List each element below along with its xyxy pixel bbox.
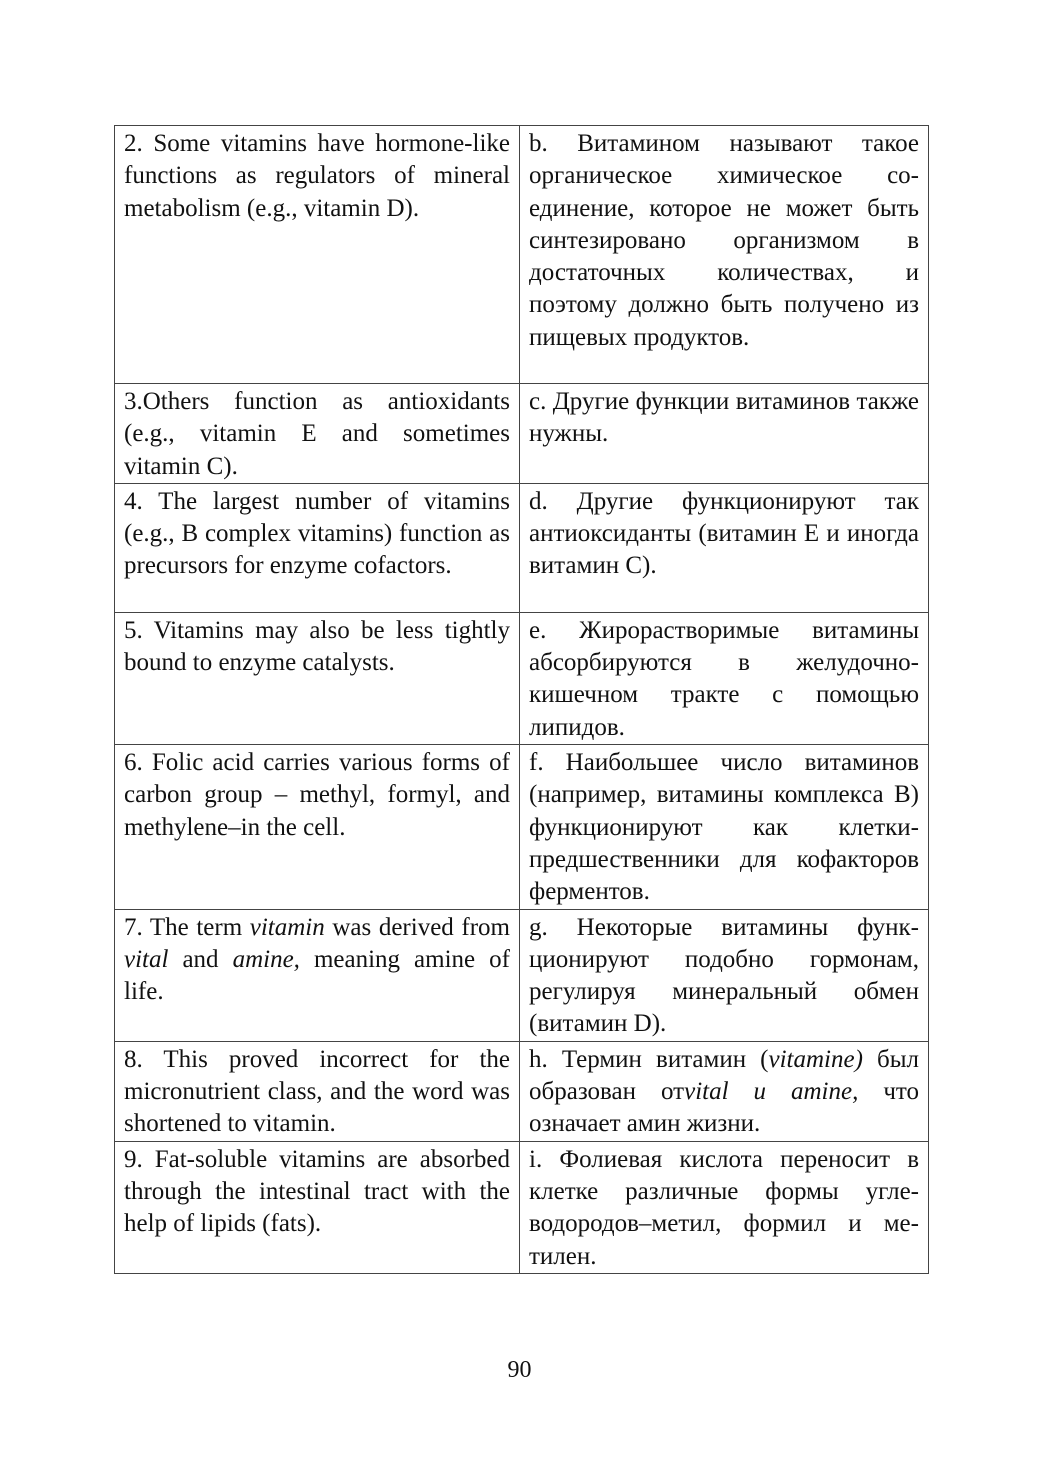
text-segment: b. Витамином называют такое органическое химическое соединение, которое не может быть синтезировано организмом в достаточных количествах, и поэтому должно быть получено из пищевых продуктов. bbox=[529, 130, 919, 351]
text-segment: 9. Fat-soluble vitamins are absorbed through the intestinal tract with the help of lipids (fats). bbox=[124, 1145, 510, 1238]
english-sentence-cell bbox=[115, 483, 520, 612]
russian-translation-cell bbox=[520, 909, 929, 1041]
english-sentence-cell bbox=[115, 612, 520, 744]
text-segment: c. Другие функции витаминов также нужны. bbox=[529, 388, 919, 448]
table-row bbox=[115, 745, 929, 909]
text-segment: 6. Folic acid carries various forms of carbon group – methyl, formyl, and methylene–in the cell. bbox=[124, 749, 510, 841]
text-segment: был образован от bbox=[529, 1045, 920, 1106]
matching-table-body bbox=[115, 126, 929, 1274]
italic-text-segment: vitamine) bbox=[768, 1045, 863, 1073]
english-sentence-cell bbox=[115, 1041, 520, 1141]
text-segment: h. Термин витамин ( bbox=[529, 1045, 769, 1073]
text-segment: 5. Vitamins may also be less tightly bound to enzyme catalysts. bbox=[124, 616, 510, 677]
russian-translation-cell bbox=[520, 126, 929, 384]
text-segment: i. Фолиевая кислота переносит в клетке различные формы углеводородов–метил, формил и метилен. bbox=[529, 1145, 919, 1270]
text-segment: что означает амин жизни. bbox=[529, 1078, 920, 1138]
english-sentence-cell bbox=[115, 909, 520, 1041]
text-segment: 7. The term bbox=[124, 913, 250, 941]
italic-text-segment: vital и amine, bbox=[684, 1078, 859, 1106]
text-segment: 2. Some vitamins have hormone-like functions as regulators of mineral metabolism (e.g., vitamin D). bbox=[124, 130, 510, 222]
table-row bbox=[115, 384, 929, 484]
text-segment: was derived from bbox=[324, 913, 510, 941]
russian-translation-cell bbox=[520, 1141, 929, 1273]
table-row bbox=[115, 612, 929, 744]
matching-table bbox=[114, 125, 929, 1274]
russian-translation-cell bbox=[520, 612, 929, 744]
text-segment: e. Жирорастворимые витамины абсорбируются в желудочно-кишечном тракте с помощью липидов. bbox=[529, 616, 919, 741]
table-row bbox=[115, 1141, 929, 1273]
english-sentence-cell bbox=[115, 1141, 520, 1273]
english-sentence-cell bbox=[115, 126, 520, 384]
russian-translation-cell bbox=[520, 745, 929, 909]
text-segment: 8. This proved incorrect for the micronutrient class, and the word was shortened to vitamin. bbox=[124, 1045, 510, 1138]
table-row bbox=[115, 909, 929, 1041]
table-row bbox=[115, 1041, 929, 1141]
table-row bbox=[115, 126, 929, 384]
table-row bbox=[115, 483, 929, 612]
italic-text-segment: amine, bbox=[232, 945, 300, 973]
text-segment: and bbox=[168, 945, 233, 973]
russian-translation-cell bbox=[520, 483, 929, 612]
text-segment: 3.Others function as antioxidants (e.g., vitamin E and sometimes vitamin C). bbox=[124, 388, 510, 480]
page-number: 90 bbox=[507, 1357, 532, 1383]
russian-translation-cell bbox=[520, 384, 929, 484]
russian-translation-cell bbox=[520, 1041, 929, 1141]
italic-text-segment: vitamin bbox=[249, 913, 325, 941]
text-segment: d. Другие функционируют так антиоксиданты (витамин E и иногда витамин C). bbox=[529, 487, 919, 580]
english-sentence-cell bbox=[115, 384, 520, 484]
text-segment: meaning amine of life. bbox=[124, 945, 510, 1006]
text-segment: g. Некоторые витамины функционируют подобно гормонам, регулируя минеральный обмен (витамин D). bbox=[529, 913, 919, 1038]
text-segment: f. Наибольшее число витаминов (например, витамины комплекса B) функционируют как клетки-предшественники для кофакторов ферментов. bbox=[529, 749, 919, 906]
italic-text-segment: vital bbox=[124, 945, 169, 973]
text-segment: 4. The largest number of vitamins (e.g., B complex vitamins) function as precursors for enzyme cofactors. bbox=[124, 487, 510, 580]
english-sentence-cell bbox=[115, 745, 520, 909]
